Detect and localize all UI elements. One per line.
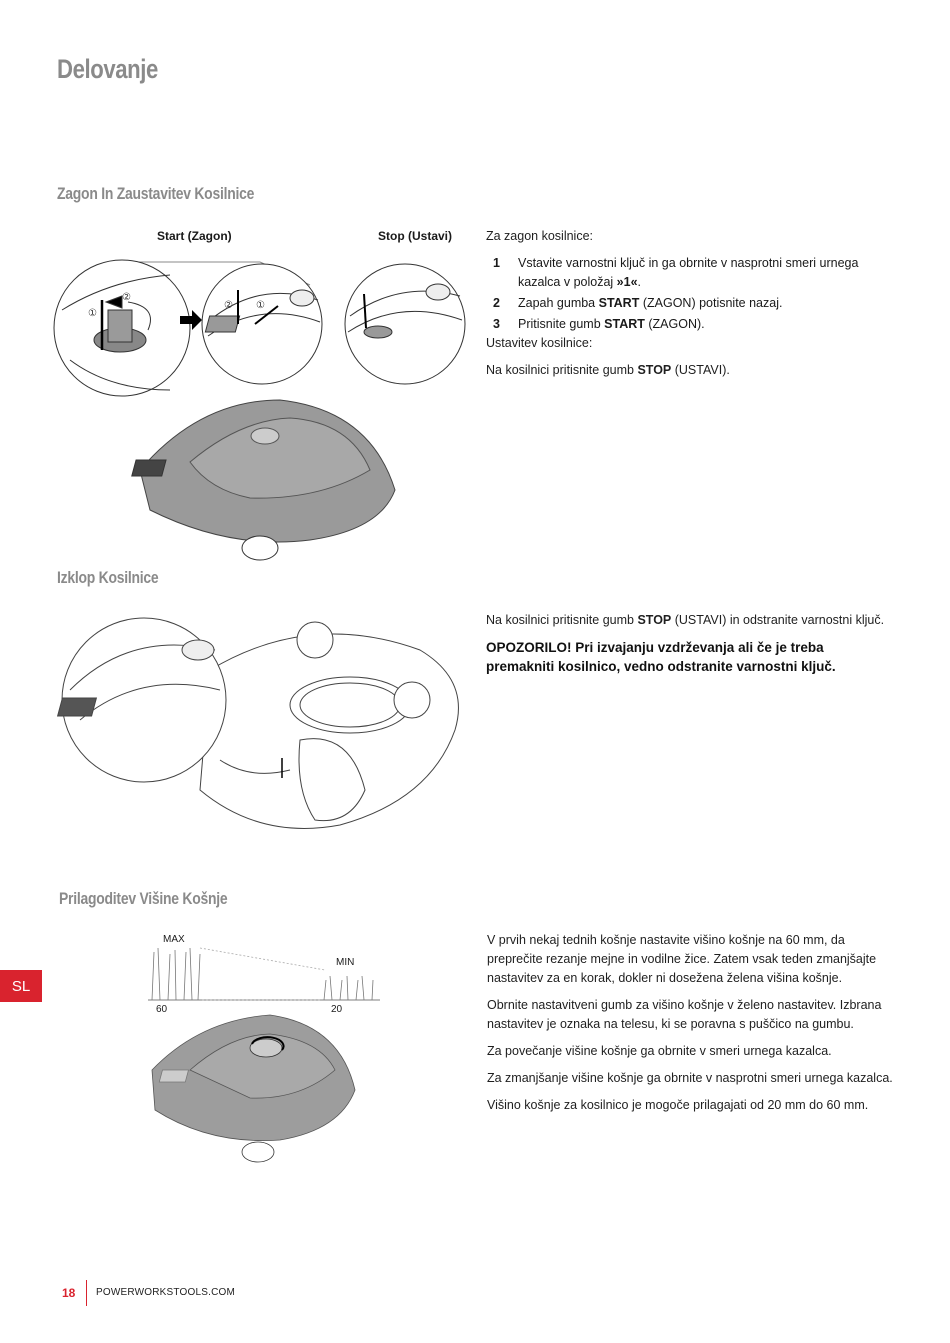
footer-divider [86,1280,87,1306]
step-2-text: Zapah gumba START (ZAGON) potisnite nazaj. [518,296,783,310]
cutting-height-text [487,931,899,1115]
label-60: 60 [156,1004,168,1015]
callout-1: ① [88,308,97,319]
footer-website: POWERWORKSTOOLS.COM [96,1287,236,1298]
paragraph: Za povečanje višine košnje ga obrnite v smeri urnega kazalca. [487,1044,832,1058]
svg-text:②: ② [224,300,233,311]
label-20: 20 [331,1004,343,1015]
switch-off-illustration [60,610,465,840]
paragraph: Višino košnje za kosilnico je mogoče prilagajati od 20 mm do 60 mm. [487,1098,869,1112]
start-steps-list [486,254,886,336]
list-item: 3 Pritisnite gumb START (ZAGON). [486,315,886,334]
stop-intro: Ustavitev kosilnice: [486,336,593,350]
switch-off-warning: OPOZORILO! Pri izvajanju vzdrževanja ali če je treba premakniti kosilnico, vedno odstranite varnostni ključ. [486,640,836,674]
page-title: Delovanje [57,54,158,84]
section-heading-switch-off: Izklop Kosilnice [57,568,159,587]
stop-text: Na kosilnici pritisnite gumb STOP (USTAVI). [486,363,730,377]
paragraph: Za zmanjšanje višine košnje ga obrnite v nasprotni smeri urnega kazalca. [487,1071,893,1085]
start-stop-illustration [50,240,470,570]
list-item: 1 Vstavite varnostni ključ in ga obrnite v nasprotni smeri urnega kazalca v položaj »1«. [486,254,886,292]
label-max: MAX [163,934,185,945]
paragraph: V prvih nekaj tednih košnje nastavite višino košnje na 60 mm, da preprečite rezanje mejne in vodilne žice. Zatem vsak teden zmanjšajte nastavitev za en korak, dokler ni dosežena želena višina košnje. [487,933,877,985]
language-tab: SL [0,970,42,1002]
switch-off-text: Na kosilnici pritisnite gumb STOP (USTAVI) in odstranite varnostni ključ. [486,613,885,627]
callout-2: ② [122,292,131,303]
section-heading-cutting-height: Prilagoditev Višine Košnje [59,889,228,908]
paragraph: Obrnite nastavitveni gumb za višino košnje v želeno nastavitev. Izbrana nastavitev je oznaka na telesu, ki se poravna s puščico na gumbu. [487,998,882,1031]
page-number: 18 [62,1286,76,1300]
caption-start: Start (Zagon) [157,229,232,243]
list-item: 2 Zapah gumba START (ZAGON) potisnite nazaj. [486,294,886,313]
label-min: MIN [336,957,355,968]
step-3-text: Pritisnite gumb START (ZAGON). [518,317,705,331]
svg-text:①: ① [256,300,265,311]
section-heading-start-stop: Zagon In Zaustavitev Kosilnice [57,184,255,203]
caption-stop: Stop (Ustavi) [378,229,453,243]
start-intro: Za zagon kosilnice: [486,229,594,243]
step-1-text: Vstavite varnostni ključ in ga obrnite v nasprotni smeri urnega kazalca v položaj »1«. [518,256,859,289]
